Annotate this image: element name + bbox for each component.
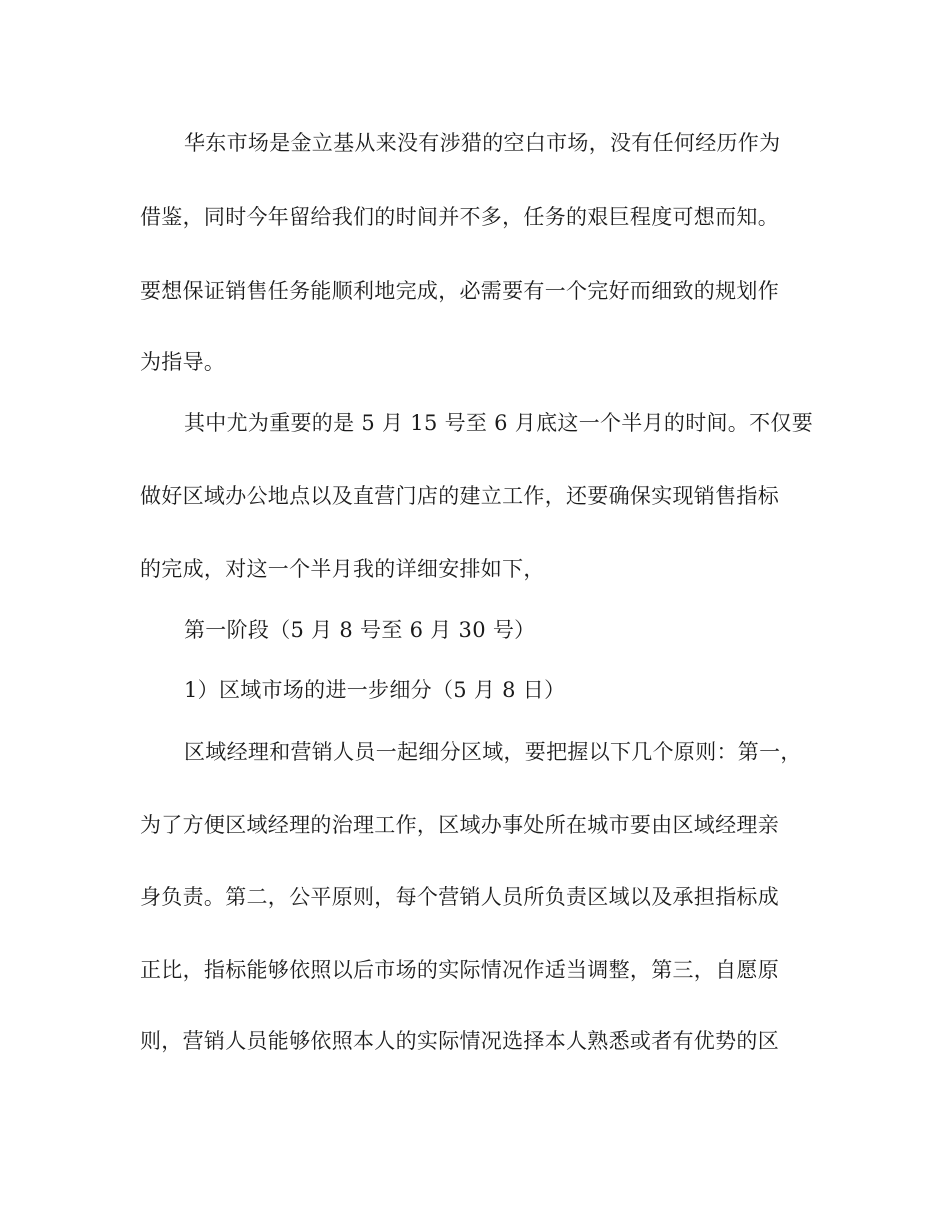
- paragraph-1-line-4: 为指导。: [140, 350, 226, 374]
- paragraph-2-line-2: 做好区域办公地点以及直营门店的建立工作，还要确保实现销售指标: [140, 484, 779, 508]
- paragraph-3-line-2: 为了方便区域经理的治理工作，区域办事处所在城市要由区域经理亲: [140, 813, 779, 837]
- paragraph-2-line-3: 的完成，对这一个半月我的详细安排如下，: [140, 557, 545, 581]
- phase-heading: 第一阶段（5 月 8 号至 6 月 30 号）: [184, 618, 536, 642]
- paragraph-1-line-2: 借鉴，同时今年留给我们的时间并不多，任务的艰巨程度可想而知。: [140, 205, 779, 229]
- paragraph-1-line-1: 华东市场是金立基从来没有涉猎的空白市场，没有任何经历作为: [184, 131, 781, 155]
- paragraph-3-line-4: 正比，指标能够依照以后市场的实际情况作适当调整，第三，自愿原: [140, 958, 779, 982]
- paragraph-3-line-1: 区域经理和营销人员一起细分区域，要把握以下几个原则：第一，: [184, 740, 802, 764]
- section-heading-1: 1）区域市场的进一步细分（5 月 8 日）: [184, 678, 566, 702]
- paragraph-3-line-5: 则，营销人员能够依照本人的实际情况选择本人熟悉或者有优势的区: [140, 1029, 779, 1053]
- paragraph-2-line-1: 其中尤为重要的是 5 月 15 号至 6 月底这一个半月的时间。不仅要: [184, 411, 813, 435]
- paragraph-1-line-3: 要想保证销售任务能顺利地完成，必需要有一个完好而细致的规划作: [140, 279, 779, 303]
- paragraph-3-line-3: 身负责。第二，公平原则，每个营销人员所负责区域以及承担指标成: [140, 885, 779, 909]
